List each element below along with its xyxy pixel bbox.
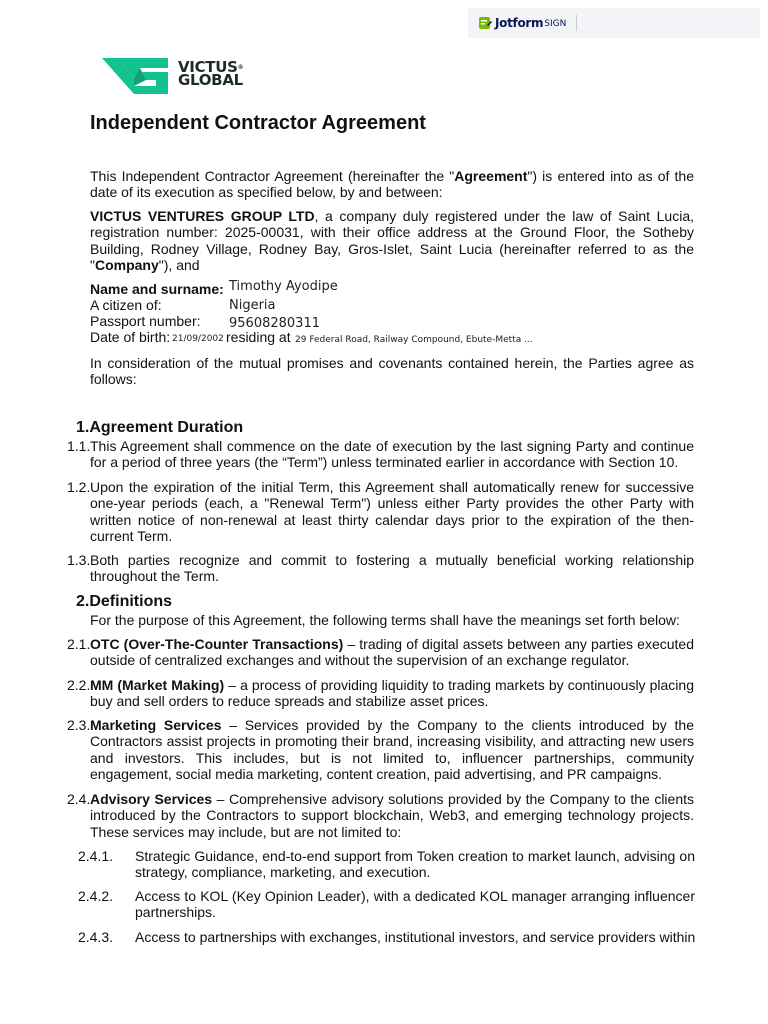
- clause-2-4-3-text: Access to partnerships with exchanges, institutional investors, and service providers within: [135, 929, 695, 945]
- victus-global-logo: [100, 56, 244, 96]
- jotform-sign-text: SIGN: [544, 19, 567, 29]
- clause-2-4-2-text: Access to KOL (Key Opinion Leader), with a dedicated KOL manager arranging influencer partnerships.: [135, 888, 695, 921]
- clause-1-2-number: 1.2.: [67, 479, 91, 495]
- intro-text-1: This Independent Contractor Agreement (hereinafter the ": [90, 168, 455, 184]
- clause-2-4-1-number: 2.4.1.: [78, 848, 114, 864]
- dob-label: Date of birth:: [90, 329, 171, 345]
- name-row: [90, 281, 710, 297]
- victus-logo-line1: VICTUS: [178, 58, 238, 76]
- clause-2-1-body: – trading of digital assets between any parties executed outside of centralized exchanges and without the supervision of an exchange regulator.: [90, 636, 694, 669]
- clause-2-2-text: [90, 677, 694, 710]
- name-label: Name and surname:: [90, 281, 224, 297]
- company-text-1: , a company duly registered under the law of Saint Lucia, registration number: 2025-00031, with their office address at the Ground Floor, the Sotheby Building, Rodney Village, Rodney Bay, Gros-Islet, Saint Lucia (hereinafter referred to as the ": [90, 208, 694, 274]
- clause-2-4-text: [90, 791, 694, 840]
- document-title: Independent Contractor Agreement: [90, 112, 426, 134]
- dob-value-field[interactable]: 21/09/2002: [172, 334, 224, 344]
- victus-logo-mark-icon: [100, 56, 170, 96]
- section-1-number: 1.: [76, 419, 90, 436]
- clause-2-4-1-text: Strategic Guidance, end-to-end support from Token creation to market launch, advising on strategy, compliance, marketing, and execution.: [135, 848, 695, 881]
- clause-2-1-term: OTC (Over-The-Counter Transactions): [90, 636, 344, 652]
- intro-text-2: ") is entered into as of the date of its execution as specified below, by and between:: [90, 168, 694, 201]
- citizen-value-field[interactable]: Nigeria: [229, 298, 276, 313]
- topbar-divider: [576, 15, 577, 31]
- victus-logo-line2: GLOBAL: [178, 71, 243, 89]
- company-paragraph: [90, 208, 694, 274]
- clause-2-2-body: – a process of providing liquidity to trading markets by continuously placing buy and sell orders to reduce spreads and stabilize asset prices.: [90, 677, 694, 710]
- section-1-title: Agreement Duration: [89, 419, 244, 436]
- passport-value-field[interactable]: 95608280311: [229, 316, 320, 331]
- clause-2-3-term: Marketing Services: [90, 717, 222, 733]
- jotform-pen-icon: [478, 16, 492, 30]
- section-2-number: 2.: [76, 593, 90, 610]
- registered-mark: ®: [237, 64, 244, 71]
- company-bold-company: Company: [94, 257, 159, 274]
- consideration-paragraph: In consideration of the mutual promises and covenants contained herein, the Parties agree as follows:: [90, 355, 694, 388]
- address-value-field[interactable]: 29 Federal Road, Railway Compound, Ebute-Metta ...: [295, 335, 533, 345]
- clause-1-1-text: This Agreement shall commence on the date of execution by the last signing Party and continue for a period of three years (the “Term”) unless terminated earlier in accordance with Section 10.: [90, 438, 694, 471]
- clause-2-4-2-number: 2.4.2.: [78, 888, 114, 904]
- victus-logo-text: [178, 58, 244, 89]
- clause-2-2-term: MM (Market Making): [90, 677, 225, 693]
- section-2-title: Definitions: [89, 593, 173, 610]
- jotform-brand-text: Jotform: [495, 16, 544, 30]
- section-2-lead: For the purpose of this Agreement, the following terms shall have the meanings set forth below:: [90, 612, 680, 628]
- clause-2-4-number: 2.4.: [67, 791, 91, 807]
- name-value-field[interactable]: Timothy Ayodipe: [229, 279, 338, 294]
- section-1-heading: [76, 419, 243, 437]
- section-2-heading: [76, 593, 172, 611]
- clause-1-2-text: Upon the expiration of the initial Term, this Agreement shall automatically renew for successive one-year periods (each, a "Renewal Term") unless either Party provides the other Party with written notice of non-renewal at least thirty calendar days prior to the expiration of the then-current Term.: [90, 479, 694, 545]
- clause-1-1-number: 1.1.: [67, 438, 91, 454]
- clause-2-3-number: 2.3.: [67, 717, 91, 733]
- citizen-label: A citizen of:: [90, 297, 162, 313]
- company-text-2: "), and: [158, 257, 200, 274]
- dob-row: [90, 329, 710, 345]
- clause-2-4-3-number: 2.4.3.: [78, 929, 114, 945]
- citizen-row: [90, 297, 710, 313]
- clause-1-3-number: 1.3.: [67, 552, 91, 568]
- intro-paragraph: [90, 168, 694, 201]
- clause-2-3-body: – Services provided by the Company to the clients introduced by the Contractors assist projects in promoting their brand, increasing visibility, and attracting new users and investors. This includes, but is not limited to, influencer partnerships, community engagement, social media marketing, content creation, paid advertising, and PR campaigns.: [90, 717, 694, 783]
- clause-1-3-text: Both parties recognize and commit to fostering a mutually beneficial working relationship throughout the Term.: [90, 552, 694, 585]
- intro-bold-agreement: Agreement: [454, 168, 528, 184]
- residing-label: residing at: [226, 329, 291, 345]
- clause-2-1-text: [90, 636, 694, 669]
- jotform-sign-bar: [468, 8, 760, 38]
- clause-2-3-text: [90, 717, 694, 783]
- clause-2-1-number: 2.1.: [67, 636, 91, 652]
- contractor-details: [90, 281, 710, 345]
- clause-2-4-body: – Comprehensive advisory solutions provided by the Company to the clients introduced by the Contractors to support blockchain, Web3, and emerging technology projects. These services may include, but are not limited to:: [90, 791, 695, 840]
- jotform-logo[interactable]: [478, 15, 566, 31]
- passport-row: [90, 313, 710, 329]
- clause-2-4-term: Advisory Services: [90, 791, 213, 807]
- passport-label: Passport number:: [90, 313, 201, 329]
- company-name: VICTUS VENTURES GROUP LTD: [90, 208, 315, 224]
- clause-2-2-number: 2.2.: [67, 677, 91, 693]
